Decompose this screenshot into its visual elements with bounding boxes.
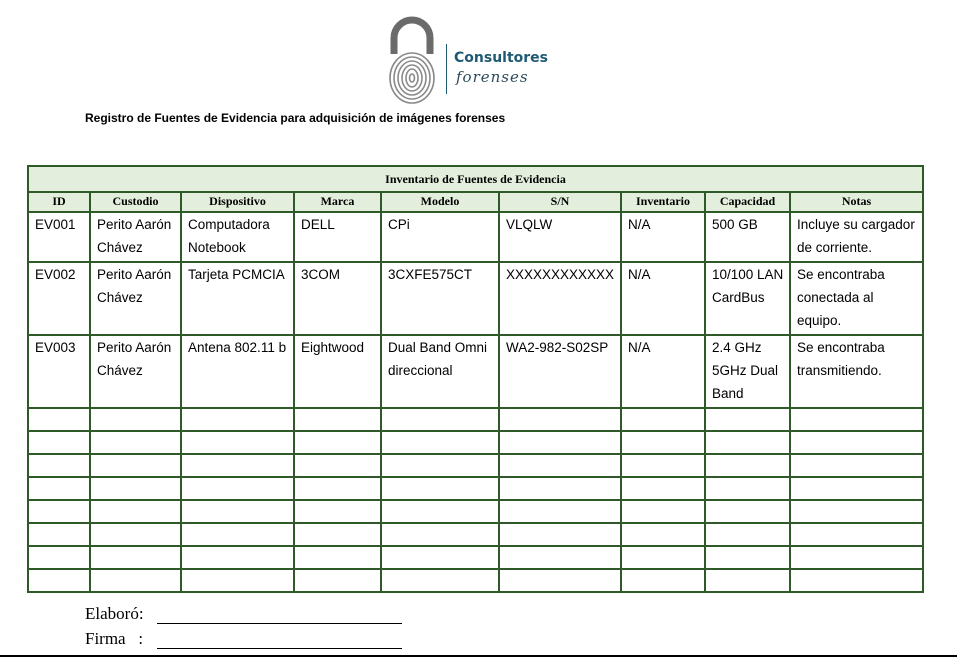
empty-cell <box>705 546 790 569</box>
table-cell <box>499 335 621 408</box>
table-cell <box>181 212 294 262</box>
firma-label: Firma : <box>85 629 144 648</box>
table-row <box>28 212 923 262</box>
cell-text: N/A <box>628 267 651 282</box>
empty-cell <box>621 569 705 592</box>
brand-name: Consultores <box>454 50 549 66</box>
empty-table-row <box>28 431 923 454</box>
table-cell <box>381 212 499 262</box>
table-cell <box>294 262 381 335</box>
cell-text: 2.4 GHz 5GHz Dual Band <box>712 340 779 401</box>
empty-table-row <box>28 477 923 500</box>
empty-cell <box>181 500 294 523</box>
table-cell <box>28 262 90 335</box>
empty-cell <box>181 454 294 477</box>
table-cell <box>181 262 294 335</box>
cell-text: XXXXXXXXXXXX <box>506 267 615 282</box>
cell-text: 10/100 LAN CardBus <box>712 267 784 305</box>
cell-text: N/A <box>628 340 651 355</box>
empty-cell <box>381 523 499 546</box>
empty-cell <box>705 408 790 431</box>
empty-cell <box>705 477 790 500</box>
empty-table-row <box>28 500 923 523</box>
empty-cell <box>294 546 381 569</box>
empty-table-row <box>28 523 923 546</box>
brand-subtitle: forenses <box>456 68 529 86</box>
empty-cell <box>499 408 621 431</box>
empty-cell <box>790 546 923 569</box>
fingerprint-padlock-icon <box>384 16 444 106</box>
empty-cell <box>705 523 790 546</box>
empty-cell <box>499 546 621 569</box>
table-cell <box>181 335 294 408</box>
elaboro-label: Elaboró: <box>85 604 144 623</box>
cell-text: Incluye su cargador de corriente. <box>797 217 915 255</box>
table-cell <box>28 335 90 408</box>
cell-text: 500 GB <box>712 217 758 232</box>
table-cell <box>90 335 181 408</box>
empty-cell <box>790 523 923 546</box>
empty-cell <box>621 454 705 477</box>
empty-cell <box>181 431 294 454</box>
table-cell <box>90 262 181 335</box>
empty-cell <box>381 569 499 592</box>
empty-cell <box>90 523 181 546</box>
elaboro-signature-line[interactable] <box>157 604 402 624</box>
cell-text: N/A <box>628 217 651 232</box>
table-cell <box>90 212 181 262</box>
column-header: Custodio <box>90 192 181 212</box>
empty-table-row <box>28 569 923 592</box>
cell-text: Perito Aarón Chávez <box>97 267 172 305</box>
empty-cell <box>621 408 705 431</box>
table-cell <box>294 335 381 408</box>
column-header: ID <box>28 192 90 212</box>
cell-text: Eightwood <box>301 340 365 355</box>
table-cell <box>381 262 499 335</box>
table-cell <box>621 335 705 408</box>
empty-cell <box>621 477 705 500</box>
empty-cell <box>294 569 381 592</box>
empty-cell <box>90 546 181 569</box>
cell-text: VLQLW <box>506 217 553 232</box>
empty-cell <box>90 431 181 454</box>
empty-cell <box>28 546 90 569</box>
empty-cell <box>381 408 499 431</box>
empty-cell <box>28 523 90 546</box>
empty-cell <box>90 408 181 431</box>
empty-cell <box>499 500 621 523</box>
empty-cell <box>294 500 381 523</box>
table-cell <box>705 262 790 335</box>
empty-cell <box>621 523 705 546</box>
empty-cell <box>499 523 621 546</box>
empty-cell <box>381 454 499 477</box>
empty-table-row <box>28 408 923 431</box>
firma-signature-line[interactable] <box>157 629 402 649</box>
table-title: Inventario de Fuentes de Evidencia <box>28 166 923 192</box>
column-header: S/N <box>499 192 621 212</box>
table-cell <box>621 212 705 262</box>
empty-cell <box>621 546 705 569</box>
empty-cell <box>90 454 181 477</box>
document-title: Registro de Fuentes de Evidencia para adquisición de imágenes forenses <box>85 111 506 125</box>
empty-cell <box>181 523 294 546</box>
empty-cell <box>705 569 790 592</box>
empty-cell <box>790 408 923 431</box>
empty-cell <box>621 500 705 523</box>
cell-text: Se encontraba conectada al equipo. <box>797 267 885 328</box>
table-row <box>28 262 923 335</box>
empty-cell <box>705 454 790 477</box>
empty-cell <box>28 408 90 431</box>
cell-text: Tarjeta PCMCIA <box>188 267 285 282</box>
column-header: Modelo <box>381 192 499 212</box>
empty-cell <box>705 431 790 454</box>
empty-cell <box>294 523 381 546</box>
empty-cell <box>294 477 381 500</box>
empty-cell <box>790 454 923 477</box>
table-cell <box>621 262 705 335</box>
column-header: Capacidad <box>705 192 790 212</box>
empty-cell <box>381 431 499 454</box>
cell-text: EV001 <box>35 217 76 232</box>
empty-cell <box>28 569 90 592</box>
empty-cell <box>28 454 90 477</box>
empty-cell <box>790 431 923 454</box>
empty-cell <box>621 431 705 454</box>
cell-text: WA2-982-S02SP <box>506 340 609 355</box>
empty-cell <box>181 569 294 592</box>
table-cell <box>499 262 621 335</box>
empty-cell <box>28 500 90 523</box>
empty-cell <box>705 500 790 523</box>
column-header: Dispositivo <box>181 192 294 212</box>
empty-cell <box>294 454 381 477</box>
empty-cell <box>28 477 90 500</box>
table-cell <box>28 212 90 262</box>
table-cell <box>790 212 923 262</box>
empty-cell <box>90 500 181 523</box>
evidence-inventory-table <box>27 165 924 593</box>
empty-cell <box>381 500 499 523</box>
empty-cell <box>90 569 181 592</box>
table-cell <box>790 262 923 335</box>
empty-cell <box>294 408 381 431</box>
empty-table-row <box>28 454 923 477</box>
cell-text: 3COM <box>301 267 341 282</box>
empty-cell <box>90 477 181 500</box>
empty-cell <box>181 408 294 431</box>
table-cell <box>705 335 790 408</box>
empty-cell <box>499 477 621 500</box>
cell-text: Antena 802.11 b <box>188 340 287 355</box>
empty-cell <box>294 431 381 454</box>
empty-table-row <box>28 546 923 569</box>
empty-cell <box>790 500 923 523</box>
table-cell <box>705 212 790 262</box>
empty-cell <box>499 431 621 454</box>
cell-text: EV003 <box>35 340 76 355</box>
empty-cell <box>381 546 499 569</box>
logo-divider <box>446 44 447 94</box>
company-logo <box>384 16 564 106</box>
column-header: Marca <box>294 192 381 212</box>
page-bottom-rule <box>0 655 957 657</box>
empty-cell <box>181 546 294 569</box>
cell-text: CPi <box>388 217 410 232</box>
cell-text: Perito Aarón Chávez <box>97 217 172 255</box>
table-cell <box>499 212 621 262</box>
table-row <box>28 335 923 408</box>
empty-cell <box>499 569 621 592</box>
table-cell <box>381 335 499 408</box>
empty-cell <box>499 454 621 477</box>
empty-cell <box>181 477 294 500</box>
cell-text: DELL <box>301 217 335 232</box>
cell-text: Dual Band Omni direccional <box>388 340 488 378</box>
empty-cell <box>381 477 499 500</box>
table-cell <box>790 335 923 408</box>
column-header: Notas <box>790 192 923 212</box>
column-header: Inventario <box>621 192 705 212</box>
cell-text: EV002 <box>35 267 76 282</box>
cell-text: Computadora Notebook <box>188 217 270 255</box>
empty-cell <box>790 569 923 592</box>
table-cell <box>294 212 381 262</box>
cell-text: Se encontraba transmitiendo. <box>797 340 885 378</box>
empty-cell <box>790 477 923 500</box>
cell-text: Perito Aarón Chávez <box>97 340 172 378</box>
empty-cell <box>28 431 90 454</box>
cell-text: 3CXFE575CT <box>388 267 473 282</box>
